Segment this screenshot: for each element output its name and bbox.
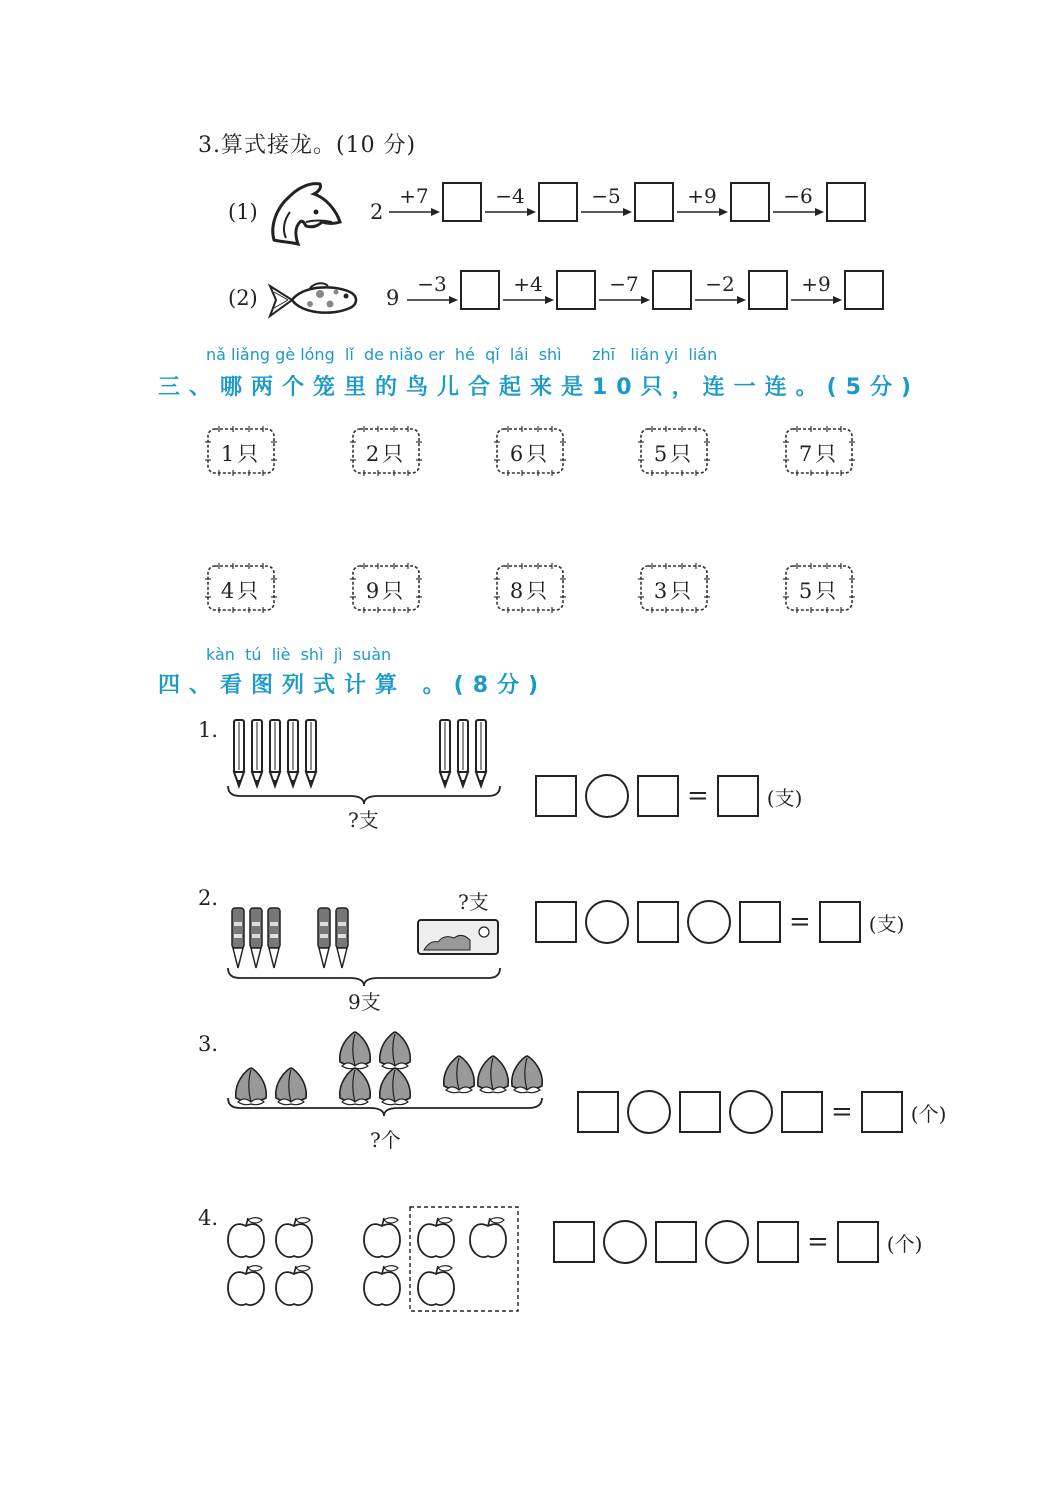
arrow-right-icon	[483, 206, 537, 218]
cage-top-2[interactable]	[350, 426, 422, 480]
op-label: −3	[417, 272, 447, 296]
cage-label: 6只	[509, 442, 551, 466]
cage-top-4[interactable]	[638, 426, 710, 480]
q3-row1-start: 2	[370, 200, 384, 224]
operator-circle[interactable]	[627, 1090, 671, 1134]
problem3-number: 3.	[198, 1032, 219, 1056]
q3-row2-chain	[404, 270, 884, 310]
cage-bottom-3[interactable]	[494, 563, 566, 617]
answer-box[interactable]	[861, 1091, 903, 1133]
problem2-number: 2.	[198, 886, 219, 910]
problem1-equation	[535, 774, 802, 818]
answer-box[interactable]	[837, 1221, 879, 1263]
operator-circle[interactable]	[705, 1220, 749, 1264]
pencils-illustration	[226, 718, 506, 790]
arrow-right-icon	[579, 206, 633, 218]
arrow-right-icon	[387, 206, 441, 218]
operator-circle[interactable]	[687, 900, 731, 944]
q3-row2-start: 9	[386, 286, 400, 310]
q3-row1-label: (1)	[228, 200, 258, 224]
cage-label: 9只	[365, 579, 407, 603]
unit-label: (支)	[766, 785, 803, 810]
cage-bottom-4[interactable]	[638, 563, 710, 617]
unit-label: (支)	[868, 911, 905, 936]
cage-label: 1只	[220, 442, 262, 466]
cage-label: 5只	[653, 442, 695, 466]
answer-box[interactable]	[826, 182, 866, 222]
cage-label: 4只	[220, 579, 262, 603]
brace-icon	[226, 966, 502, 986]
answer-box[interactable]	[553, 1221, 595, 1263]
apples-illustration	[222, 1204, 522, 1316]
operator-circle[interactable]	[585, 900, 629, 944]
answer-box[interactable]	[535, 775, 577, 817]
op-label: +4	[513, 272, 543, 296]
answer-box[interactable]	[679, 1091, 721, 1133]
problem1-number: 1.	[198, 718, 219, 742]
brace-icon	[226, 784, 502, 804]
equals-sign: =	[807, 1227, 829, 1257]
operator-circle[interactable]	[585, 774, 629, 818]
q3-row1-chain	[386, 182, 866, 222]
section3-title: 三、哪两个笼里的鸟儿合起来是10只，连一连。(5分)	[158, 375, 921, 400]
arrow-right-icon	[405, 294, 459, 306]
answer-box[interactable]	[781, 1091, 823, 1133]
answer-box[interactable]	[460, 270, 500, 310]
answer-box[interactable]	[556, 270, 596, 310]
unit-label: (个)	[910, 1101, 947, 1126]
cage-top-1[interactable]	[205, 426, 277, 480]
answer-box[interactable]	[637, 775, 679, 817]
op-label: +7	[399, 184, 429, 208]
q3-row2-label: (2)	[228, 286, 258, 310]
brace-label: ?个	[370, 1128, 401, 1152]
answer-box[interactable]	[652, 270, 692, 310]
q3-title: 3.算式接龙。(10 分)	[198, 133, 417, 158]
arrow-right-icon	[771, 206, 825, 218]
answer-box[interactable]	[637, 901, 679, 943]
arrow-right-icon	[597, 294, 651, 306]
answer-box[interactable]	[844, 270, 884, 310]
answer-box[interactable]	[634, 182, 674, 222]
answer-box[interactable]	[717, 775, 759, 817]
pens-and-pencil-case-illustration	[226, 906, 506, 972]
fish-icon	[266, 278, 360, 324]
arrow-right-icon	[501, 294, 555, 306]
arrow-right-icon	[693, 294, 747, 306]
op-label: −6	[783, 184, 813, 208]
answer-box[interactable]	[757, 1221, 799, 1263]
answer-box[interactable]	[442, 182, 482, 222]
op-label: −5	[591, 184, 621, 208]
answer-box[interactable]	[819, 901, 861, 943]
dolphin-icon	[264, 178, 346, 250]
answer-box[interactable]	[655, 1221, 697, 1263]
equals-sign: =	[789, 907, 811, 937]
answer-box[interactable]	[538, 182, 578, 222]
top-label: ?支	[458, 890, 489, 914]
cage-top-5[interactable]	[783, 426, 855, 480]
op-label: −4	[495, 184, 525, 208]
problem3-equation	[577, 1090, 946, 1134]
answer-box[interactable]	[748, 270, 788, 310]
section4-title: 四、看图列式计算 。(8分)	[158, 673, 548, 698]
cage-bottom-5[interactable]	[783, 563, 855, 617]
brace-icon	[226, 1096, 544, 1116]
operator-circle[interactable]	[603, 1220, 647, 1264]
op-label: +9	[687, 184, 717, 208]
equals-sign: =	[831, 1097, 853, 1127]
cage-bottom-2[interactable]	[350, 563, 422, 617]
answer-box[interactable]	[577, 1091, 619, 1133]
equals-sign: =	[687, 781, 709, 811]
cage-label: 3只	[653, 579, 695, 603]
problem4-number: 4.	[198, 1206, 219, 1230]
problem2-equation	[535, 900, 904, 944]
cage-bottom-1[interactable]	[205, 563, 277, 617]
section3-pinyin: nǎ liǎng gè lóng lǐ de niǎo er hé qǐ lái shì zhī lián yi lián	[206, 345, 718, 364]
op-label: −2	[705, 272, 735, 296]
arrow-right-icon	[675, 206, 729, 218]
brace-label: 9支	[348, 990, 381, 1014]
cage-label: 8只	[509, 579, 551, 603]
op-label: +9	[801, 272, 831, 296]
cage-top-3[interactable]	[494, 426, 566, 480]
arrow-right-icon	[789, 294, 843, 306]
op-label: −7	[609, 272, 639, 296]
answer-box[interactable]	[739, 901, 781, 943]
unit-label: (个)	[886, 1231, 923, 1256]
cage-label: 5只	[798, 579, 840, 603]
problem4-equation	[553, 1220, 922, 1264]
answer-box[interactable]	[535, 901, 577, 943]
cage-label: 7只	[798, 442, 840, 466]
answer-box[interactable]	[730, 182, 770, 222]
brace-label: ?支	[348, 808, 379, 832]
operator-circle[interactable]	[729, 1090, 773, 1134]
cage-label: 2只	[365, 442, 407, 466]
section4-pinyin: kàn tú liè shì jì suàn	[206, 645, 392, 664]
